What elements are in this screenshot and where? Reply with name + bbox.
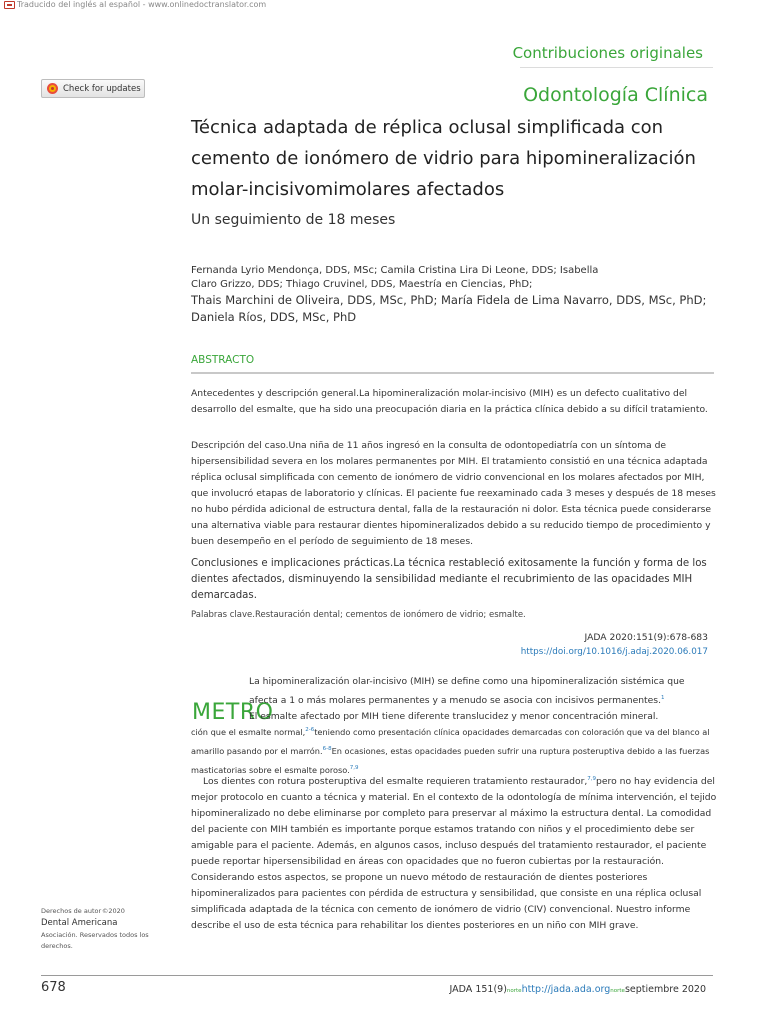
body-text-segment: pero no hay evidencia del mejor protocolo en cuanto a técnica y material. En el contexto de la odontología de mínima intervención, el tejido hipomineralizado no debe eliminarse por completo para preservar al máximo la estructura dental. La comodidad del paciente con MIH también es importante porque estamos tratando con niños y el procedimiento debe ser amigable para el paciente. Además, en algunos casos, incluso después del tratamiento restaurador, el paciente puede reportar hipersensibilidad en áreas con opacidades que no fueron cubiertas por la restauración. Considerando estos aspectos, se propone un nuevo método de restauración de dientes posteriores hipomineralizados para pacientes con pérdida de estructura y sensibilidad, que consiste en una réplica oclusal simplificada adaptada de la técnica con cemento de ionómero de vidrio (CIV) convencional. Nuestro informe describe el uso de esta técnica para rehabilitar los dientes posteriores en un niño con MIH grave. [191, 776, 717, 932]
translator-banner[interactable] [4, 0, 266, 9]
crossmark-icon [47, 83, 58, 94]
dropcap-word: METRO [192, 700, 274, 725]
title-line: cemento de ionómero de vidrio para hipomineralización [191, 148, 696, 169]
body-text-segment: Los dientes con rotura posteruptiva del esmalte requieren tratamiento restaurador, [203, 776, 588, 788]
reference-link[interactable]: 7,9 [349, 765, 359, 772]
author-line: Daniela Ríos, DDS, MSc, PhD [191, 310, 357, 324]
abstract-background: Antecedentes y descripción general.La hipomineralización molar-incisivo (MIH) es un defecto cualitativo del desarrollo del esmalte, que ha sido una preocupación diaria en la práctica clínica debido a su difícil tratamiento. [191, 388, 708, 415]
copyright-line: Derechos de autor [41, 907, 102, 915]
title-line: molar-incisivomimolares afectados [191, 179, 505, 200]
author-list [191, 264, 711, 326]
footer-divider [41, 975, 713, 976]
author-line: Claro Grizzo, DDS; Thiago Cruvinel, DDS, Maestría en Ciencias, PhD; [191, 279, 533, 290]
reference-link[interactable]: 6-8 [322, 746, 332, 753]
copyright-year: ©2020 [101, 907, 125, 915]
body-text-segment: teniendo como presentación clínica opacidades demarcadas con coloración que va del blanco al amarillo pasando por el marrón. [191, 727, 710, 757]
article-title [191, 112, 711, 205]
footer-tiny-text: norte [610, 988, 625, 994]
rights-text: Asociación. Reservados todos los derechos. [41, 931, 149, 950]
author-line: Fernanda Lyrio Mendonça, DDS, MSc; Camila Cristina Lira Di Leone, DDS; Isabella [191, 265, 599, 276]
title-line: Técnica adaptada de réplica oclusal simplificada con [191, 117, 664, 138]
reference-link[interactable]: 7,9 [587, 776, 597, 782]
journal-website-link[interactable]: http://jada.ada.org [521, 984, 611, 995]
body-paragraph-2 [191, 771, 719, 934]
abstract-heading: ABSTRACTO [191, 354, 255, 366]
keywords: Palabras clave.Restauración dental; cementos de ionómero de vidrio; esmalte. [191, 610, 526, 620]
citation-text: JADA 2020:151(9):678-683 [584, 632, 708, 643]
footer-date: septiembre 2020 [624, 984, 706, 995]
translator-banner-text: Traducido del inglés al español - www.onlinedoctranslator.com [17, 0, 267, 9]
footer-tiny-text: norte [506, 988, 522, 994]
body-intro-line [249, 690, 719, 709]
check-for-updates-button[interactable] [41, 79, 145, 98]
section-label: Contribuciones originales [512, 44, 703, 62]
body-intro-line: La hipomineralización olar-incisivo (MIH) se define como una hipomineralización sistémica que [249, 676, 685, 687]
reference-link[interactable]: 2-6 [305, 727, 315, 733]
body-text-segment: En ocasiones, estas opacidades pueden sufrir una ruptura posteruptiva debido a las fuerzas masticatorias sobre el esmalte poroso. [191, 746, 710, 776]
body-intro [249, 674, 719, 725]
top-divider [520, 67, 713, 68]
citation-block [521, 631, 708, 659]
page-number: 678 [41, 980, 66, 995]
abstract-divider [191, 372, 714, 374]
footer-journal-info [450, 984, 706, 995]
body-intro-text: afecta a 1 o más molares permanentes y a menudo se asocia con incisivos permanentes. [249, 695, 662, 707]
abstract-conclusions: Conclusiones e implicaciones prácticas.La técnica restableció exitosamente la función y forma de los dientes afectados, disminuyendo la sensibilidad mediante el recubrimiento de las opacidades MIH demarcadas. [191, 558, 707, 601]
doi-link[interactable]: https://doi.org/10.1016/j.adaj.2020.06.017 [520, 647, 708, 657]
body-text-segment: ción que el esmalte normal, [191, 727, 306, 738]
author-line: Thais Marchini de Oliveira, DDS, MSc, PhD; María Fidela de Lima Navarro, DDS, MSc, PhD; [191, 293, 707, 307]
footer-journal: JADA 151(9) [449, 984, 507, 995]
article-subtitle: Un seguimiento de 18 meses [191, 212, 396, 228]
copyright-notice [41, 906, 151, 952]
reference-link[interactable]: 1 [661, 695, 665, 701]
journal-section-title: Odontología Clínica [523, 84, 708, 106]
publisher-name: Dental Americana [41, 918, 118, 928]
translator-icon [4, 1, 15, 9]
abstract-case-description: Descripción del caso.Una niña de 11 años ingresó en la consulta de odontopediatría con un síntoma de hipersensibilidad severa en los molares permanentes por MIH. El tratamiento consistió en una técnica adaptada réplica oclusal simplificada con cemento de ionómero de vidrio convencional en los molares afectados por MIH, que involucró etapas de laboratorio y clínicas. El paciente fue reexaminado cada 3 meses y después de 18 meses no hubo pérdida adicional de estructura dental, falla de la restauración ni dolor. Esta técnica puede considerarse una alternativa viable para restaurar dientes hipomineralizados debido a su reducido tiempo de procedimiento y buen desempeño en el período de seguimiento de 18 meses. [191, 440, 716, 547]
body-intro-line: El esmalte afectado por MIH tiene diferente translucidez y menor concentración mineral. [249, 711, 659, 723]
check-for-updates-label: Check for updates [63, 83, 141, 94]
